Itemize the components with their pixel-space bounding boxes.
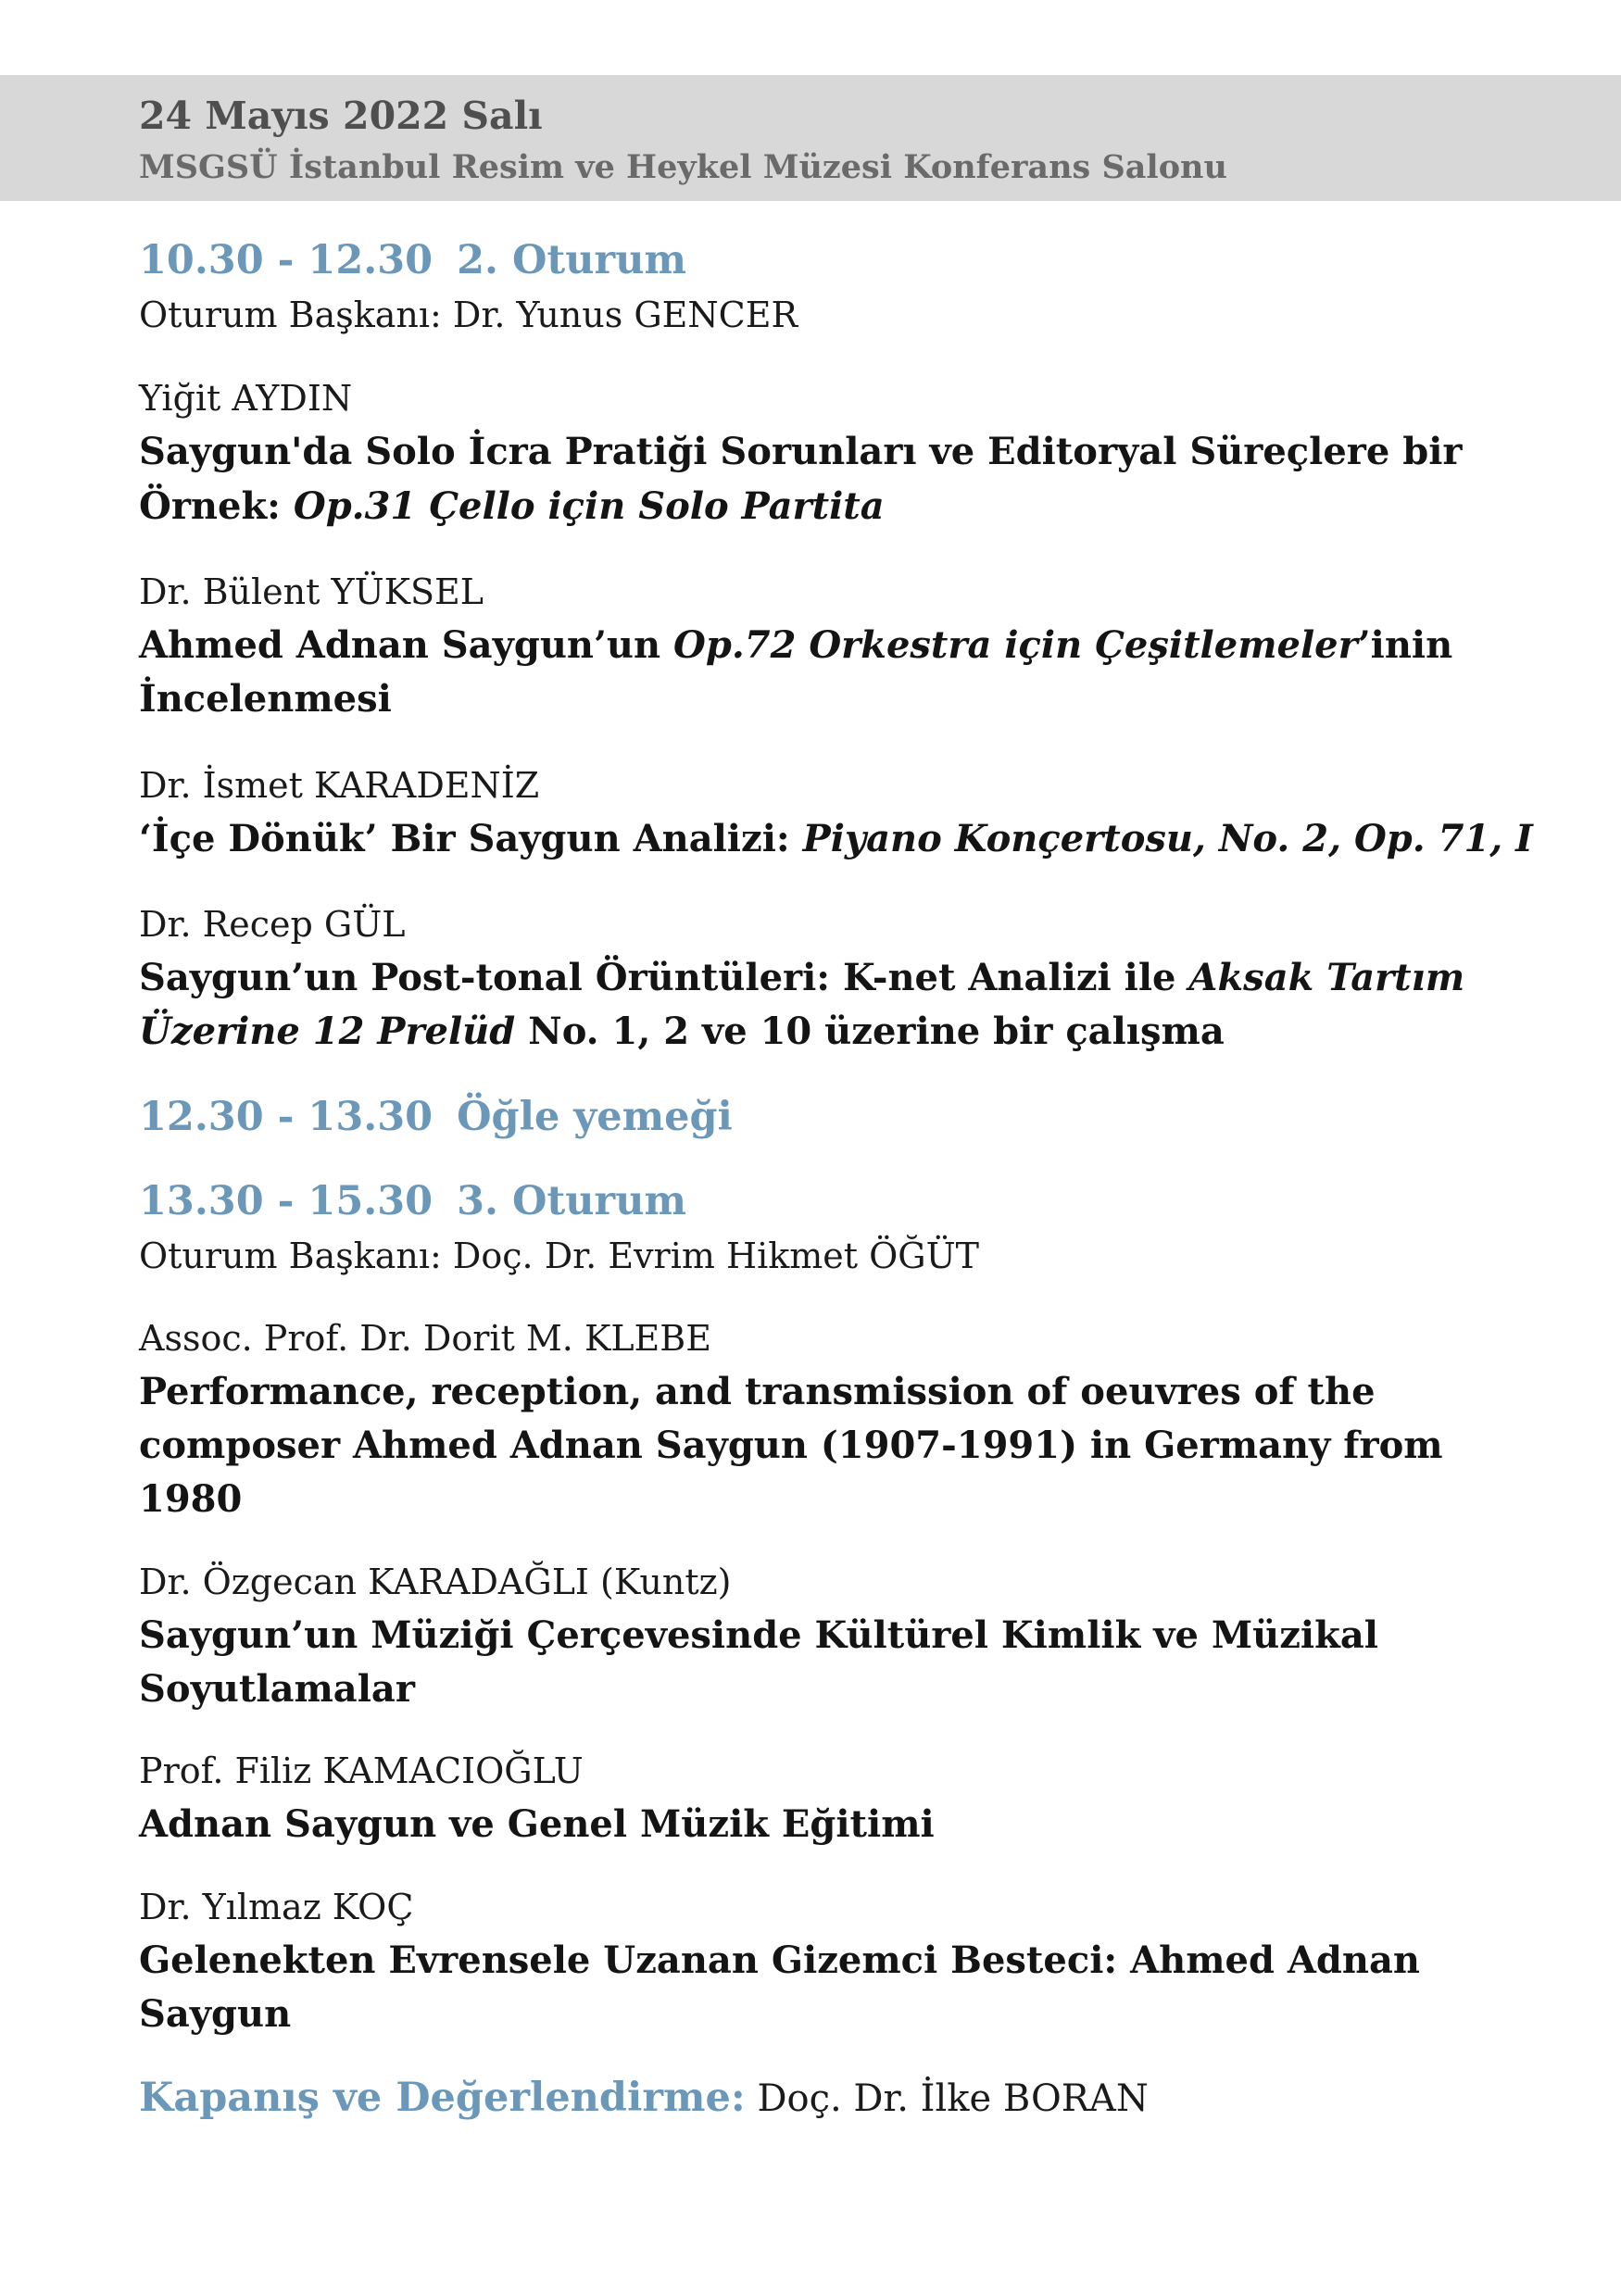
day-header-band (0, 75, 1621, 201)
session-3-time: 13.30 - 15.30 (139, 1178, 434, 1224)
talk-title: Gelenekten Evrensele Uzanan Gizemci Besteci: Ahmed Adnan (139, 1938, 1420, 1982)
speaker: Prof. Filiz KAMACIOĞLU (139, 1750, 584, 1791)
talk-title: Saygun’un Müziği Çerçevesinde Kültürel Kimlik ve Müzikal (139, 1613, 1378, 1657)
talk-title: composer Ahmed Adnan Saygun (1907-1991) in Germany from (139, 1424, 1443, 1467)
session-2-title: 2. Oturum (457, 237, 686, 283)
lunch-heading (139, 1094, 733, 1140)
session-2-time: 10.30 - 12.30 (139, 237, 434, 283)
closing-label: Kapanış ve Değerlendirme: (139, 2075, 746, 2121)
talk-title: Performance, reception, and transmission of oeuvres of the (139, 1370, 1376, 1413)
day-venue: MSGSÜ İstanbul Resim ve Heykel Müzesi Konferans Salonu (139, 148, 1227, 186)
talk-title: Adnan Saygun ve Genel Müzik Eğitimi (139, 1802, 935, 1846)
speaker: Dr. Recep GÜL (139, 904, 406, 945)
day-date: 24 Mayıs 2022 Salı (139, 94, 543, 138)
speaker: Dr. Bülent YÜKSEL (139, 571, 484, 612)
session-2-heading (139, 237, 686, 283)
talk-title: Saygun (139, 1992, 292, 2036)
session-3-heading (139, 1178, 686, 1224)
speaker: Dr. Özgecan KARADAĞLI (Kuntz) (139, 1562, 732, 1602)
talk-title: Saygun'da Solo İcra Pratiği Sorunları ve Editoryal Süreçlere bir (139, 430, 1463, 473)
speaker: Dr. İsmet KARADENİZ (139, 765, 540, 806)
talk-title: Saygun’un Post-tonal Örüntüleri: K-net Analizi ile Aksak Tartım (139, 956, 1465, 999)
talk-title: Örnek: Op.31 Çello için Solo Partita (139, 484, 885, 528)
session-2-chair: Oturum Başkanı: Dr. Yunus GENCER (139, 295, 798, 335)
lunch-time: 12.30 - 13.30 (139, 1094, 434, 1140)
speaker: Assoc. Prof. Dr. Dorit M. KLEBE (139, 1318, 711, 1359)
talk-title: Soyutlamalar (139, 1667, 415, 1711)
speaker: Yiğit AYDIN (139, 378, 353, 419)
talk-title: İncelenmesi (139, 677, 392, 721)
speaker: Dr. Yılmaz KOÇ (139, 1887, 414, 1927)
talk-title: 1980 (139, 1477, 243, 1521)
lunch-title: Öğle yemeği (457, 1094, 733, 1140)
talk-title: Üzerine 12 Prelüd No. 1, 2 ve 10 üzerine bir çalışma (139, 1010, 1225, 1053)
session-3-chair: Oturum Başkanı: Doç. Dr. Evrim Hikmet ÖĞÜT (139, 1236, 980, 1276)
talk-title: ‘İçe Dönük’ Bir Saygun Analizi: Piyano Konçertosu, No. 2, Op. 71, I (139, 817, 1533, 860)
talk-title: Ahmed Adnan Saygun’un Op.72 Orkestra için Çeşitlemeler’inin (139, 623, 1453, 667)
session-3-title: 3. Oturum (457, 1178, 686, 1224)
closing-line (139, 2075, 1149, 2121)
closing-name: Doç. Dr. İlke BORAN (745, 2077, 1149, 2120)
